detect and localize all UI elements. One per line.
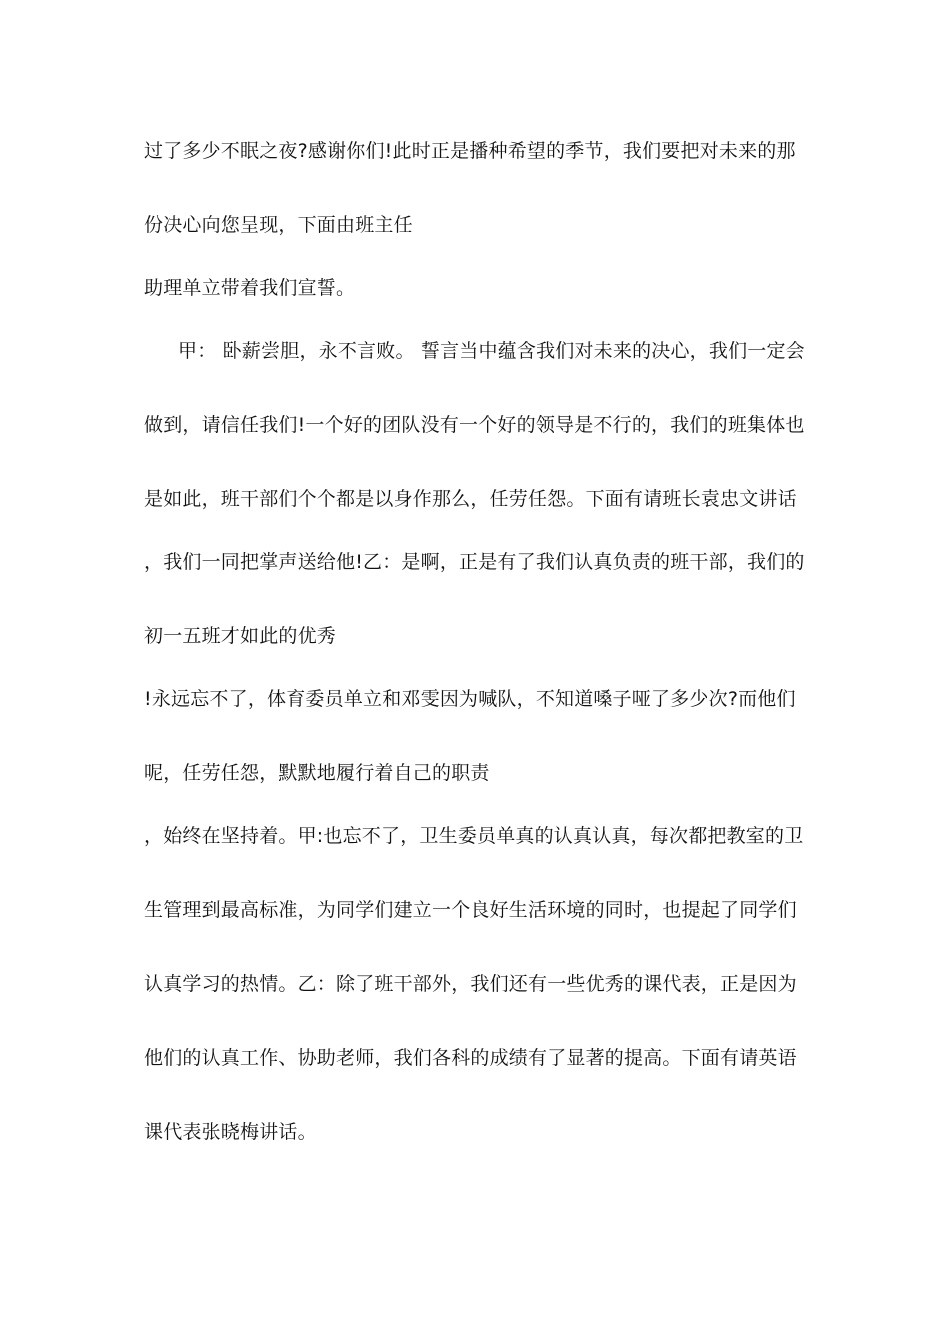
- text-line: 他们的认真工作、协助老师，我们各科的成绩有了显著的提高。下面有请英语: [144, 1047, 797, 1069]
- text-line: ，我们一同把掌声送给他!乙：是啊，正是有了我们认真负责的班干部，我们的: [144, 551, 805, 573]
- text-line: 助理单立带着我们宣誓。: [144, 277, 356, 299]
- text-line: 做到，请信任我们!一个好的团队没有一个好的领导是不行的，我们的班集体也: [144, 414, 805, 436]
- text-line: 过了多少不眠之夜?感谢你们!此时正是播种希望的季节，我们要把对未来的那: [144, 140, 796, 162]
- text-line: 是如此，班干部们个个都是以身作那么，任劳任怨。下面有请班长袁忠文讲话: [144, 488, 797, 510]
- text-line: ，始终在坚持着。甲:也忘不了，卫生委员单真的认真认真，每次都把教室的卫: [144, 825, 804, 847]
- text-line: 份决心向您呈现，下面由班主任: [144, 214, 413, 236]
- text-line: 认真学习的热情。乙：除了班干部外，我们还有一些优秀的课代表，正是因为: [144, 973, 797, 995]
- text-line: 初一五班才如此的优秀: [144, 625, 337, 647]
- text-line: 甲： 卧薪尝胆，永不言败。 誓言当中蕴含我们对未来的决心，我们一定会: [178, 340, 805, 362]
- text-line: 生管理到最高标准，为同学们建立一个良好生活环境的同时，也提起了同学们: [144, 899, 797, 921]
- text-line: 课代表张晓梅讲话。: [144, 1121, 317, 1143]
- text-line: !永远忘不了，体育委员单立和邓雯因为喊队，不知道嗓子哑了多少次?而他们: [144, 688, 796, 710]
- text-line: 呢，任劳任怨，默默地履行着自己的职责: [144, 762, 490, 784]
